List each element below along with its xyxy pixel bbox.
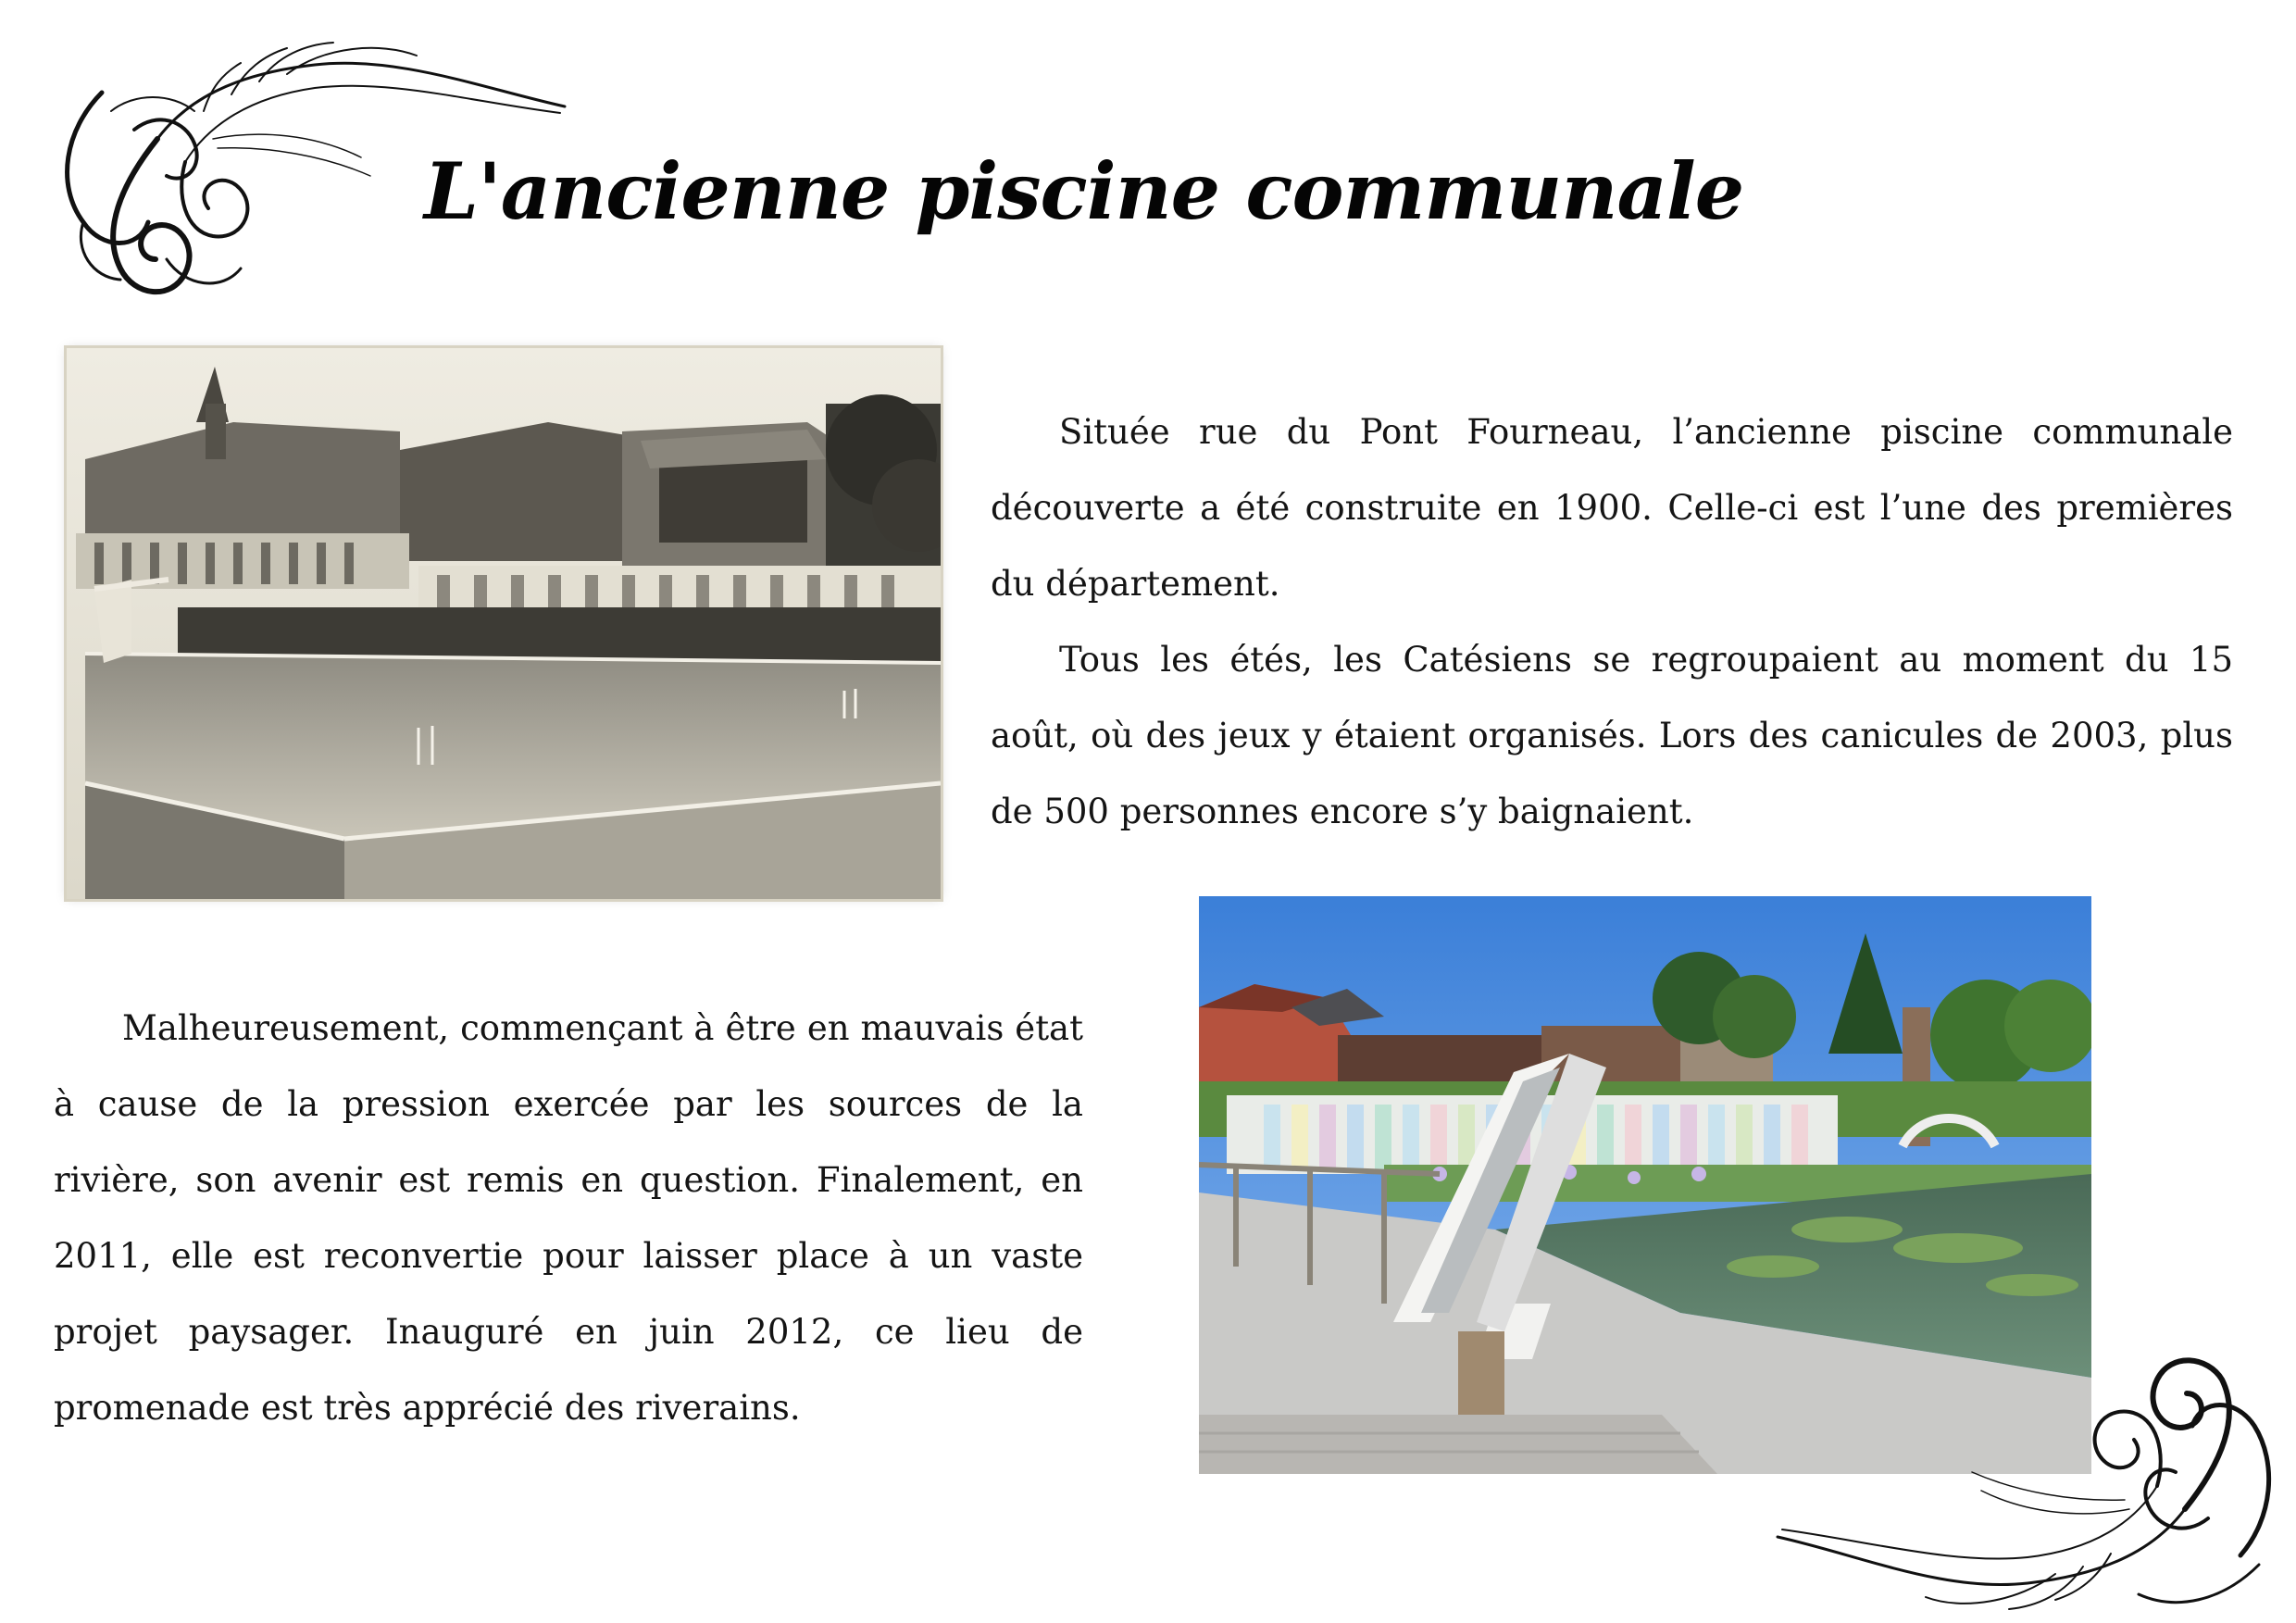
conversion-text [54, 991, 1083, 1446]
page-title: L'ancienne piscine communale [424, 145, 1744, 237]
paragraph-location: Située rue du Pont Fourneau, l’ancienne piscine communale découverte a été construite en 1900. Celle-ci est l’une des premières du département. [991, 412, 2233, 604]
flourish-ornament-bottom-right-icon [1759, 1352, 2277, 1620]
intro-text [991, 394, 2233, 850]
paragraph-summer: Tous les étés, les Catésiens se regroupaient au moment du 15 août, où des jeux y étaient organisés. Lors des canicules de 2003, plus de 500 personnes encore s’y baignaient. [991, 640, 2233, 831]
paragraph-conversion: Malheureusement, commençant à être en mauvais état à cause de la pression exercée par les sources de la rivière, son avenir est remis en question. Finalement, en 2011, elle est reconvertie pour laisser place à un vaste projet paysager. Inauguré en juin 2012, ce lieu de promenade est très apprécié des riverains. [54, 1008, 1083, 1428]
old-pool-photo [67, 348, 941, 899]
